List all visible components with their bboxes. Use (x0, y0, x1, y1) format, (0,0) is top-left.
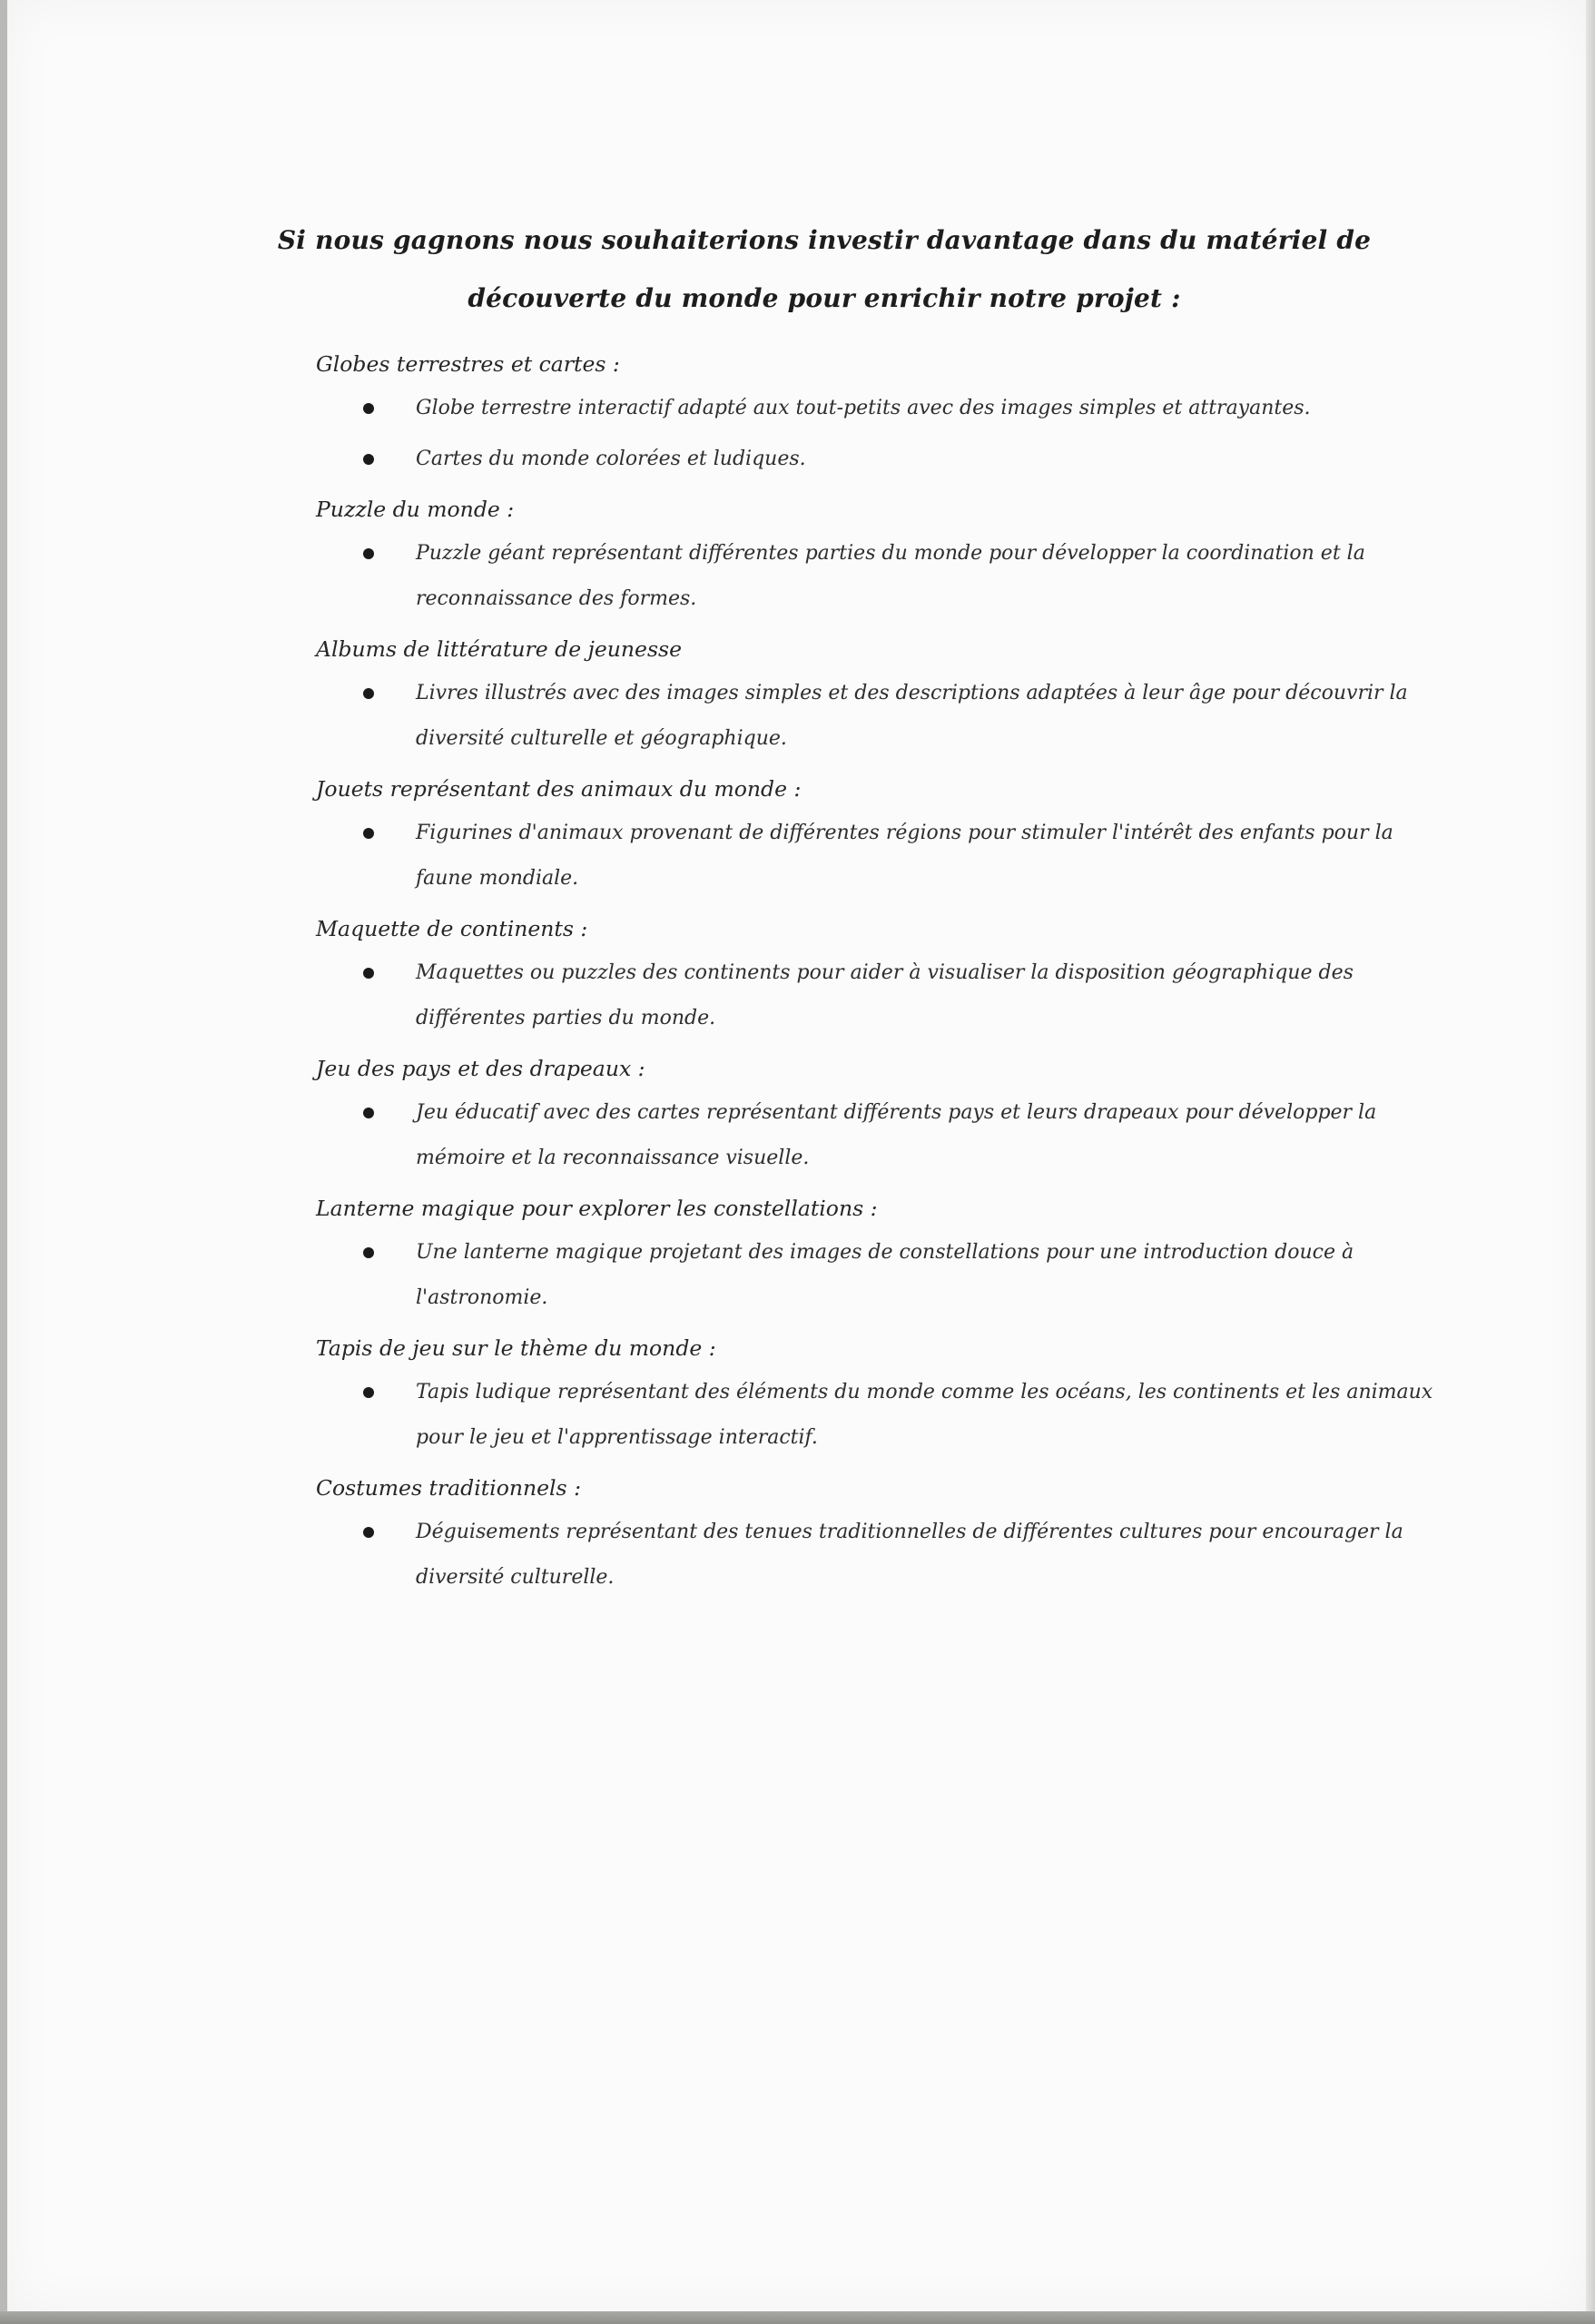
list-item (316, 671, 1442, 762)
equipment-list (316, 342, 1442, 1606)
intro-text: Si nous gagnons nous souhaiterions investir davantage dans du matériel de découverte du monde pour enrichir notre projet : (277, 225, 1372, 313)
list-item (316, 531, 1442, 622)
bullet-icon (363, 548, 374, 559)
bullet-icon (363, 968, 374, 979)
list-item-text: Puzzle géant représentant différentes parties du monde pour développer la coordination et la reconnaissance des formes. (416, 542, 1365, 610)
bullet-icon (363, 403, 374, 414)
list-item-text: Globe terrestre interactif adapté aux tout-petits avec des images simples et attrayantes. (416, 397, 1311, 419)
section-title: Costumes traditionnels : (316, 1475, 581, 1501)
section-continents (316, 907, 1442, 1041)
section-flags (316, 1047, 1442, 1181)
list-item-text: Cartes du monde colorées et ludiques. (416, 448, 806, 470)
bullet-icon (363, 828, 374, 839)
section-title: Puzzle du monde : (316, 497, 515, 522)
list-item-text: Figurines d'animaux provenant de différentes régions pour stimuler l'intérêt des enfants pour la faune mondiale. (416, 822, 1393, 890)
list-item-text: Maquettes ou puzzles des continents pour aider à visualiser la disposition géographique des différentes parties du monde. (416, 961, 1354, 1029)
section-puzzle (316, 487, 1442, 622)
list-item (316, 1090, 1442, 1181)
section-costumes (316, 1466, 1442, 1600)
list-item (316, 811, 1442, 901)
section-title: Jouets représentant des animaux du monde : (316, 776, 802, 802)
document-page (7, 0, 1586, 2311)
section-albums (316, 627, 1442, 762)
bullet-icon (363, 688, 374, 699)
section-globes (316, 342, 1442, 482)
bullet-icon (363, 1527, 374, 1538)
list-item (316, 437, 1442, 482)
page-edge-right (1586, 0, 1595, 2324)
section-title: Jeu des pays et des drapeaux : (316, 1056, 645, 1081)
page-edge-bottom (0, 2311, 1595, 2324)
list-item (316, 1230, 1442, 1321)
section-title: Globes terrestres et cartes : (316, 351, 620, 377)
section-lantern (316, 1187, 1442, 1321)
bullet-icon (363, 1387, 374, 1398)
section-title: Albums de littérature de jeunesse (316, 636, 682, 662)
list-item (316, 1510, 1442, 1600)
bullet-icon (363, 454, 374, 465)
list-item (316, 950, 1442, 1041)
list-item (316, 386, 1442, 431)
list-item (316, 1370, 1442, 1461)
bullet-icon (363, 1247, 374, 1258)
list-item-text: Tapis ludique représentant des éléments du monde comme les océans, les continents et les animaux pour le jeu et l'apprentissage interactif. (416, 1381, 1433, 1449)
section-title: Maquette de continents : (316, 916, 588, 941)
section-title: Lanterne magique pour explorer les constellations : (316, 1196, 878, 1221)
list-item-text: Jeu éducatif avec des cartes représentant différents pays et leurs drapeaux pour développer la mémoire et la reconnaissance visuelle. (416, 1101, 1377, 1169)
section-title: Tapis de jeu sur le thème du monde : (316, 1335, 716, 1361)
bullet-icon (363, 1108, 374, 1118)
list-item-text: Une lanterne magique projetant des images de constellations pour une introduction douce à l'astronomie. (416, 1241, 1354, 1309)
list-item-text: Livres illustrés avec des images simples et des descriptions adaptées à leur âge pour découvrir la diversité culturelle et géographique. (416, 682, 1408, 750)
list-item-text: Déguisements représentant des tenues traditionnelles de différentes cultures pour encourager la diversité culturelle. (416, 1521, 1403, 1589)
section-animals (316, 767, 1442, 901)
section-play-mat (316, 1326, 1442, 1461)
